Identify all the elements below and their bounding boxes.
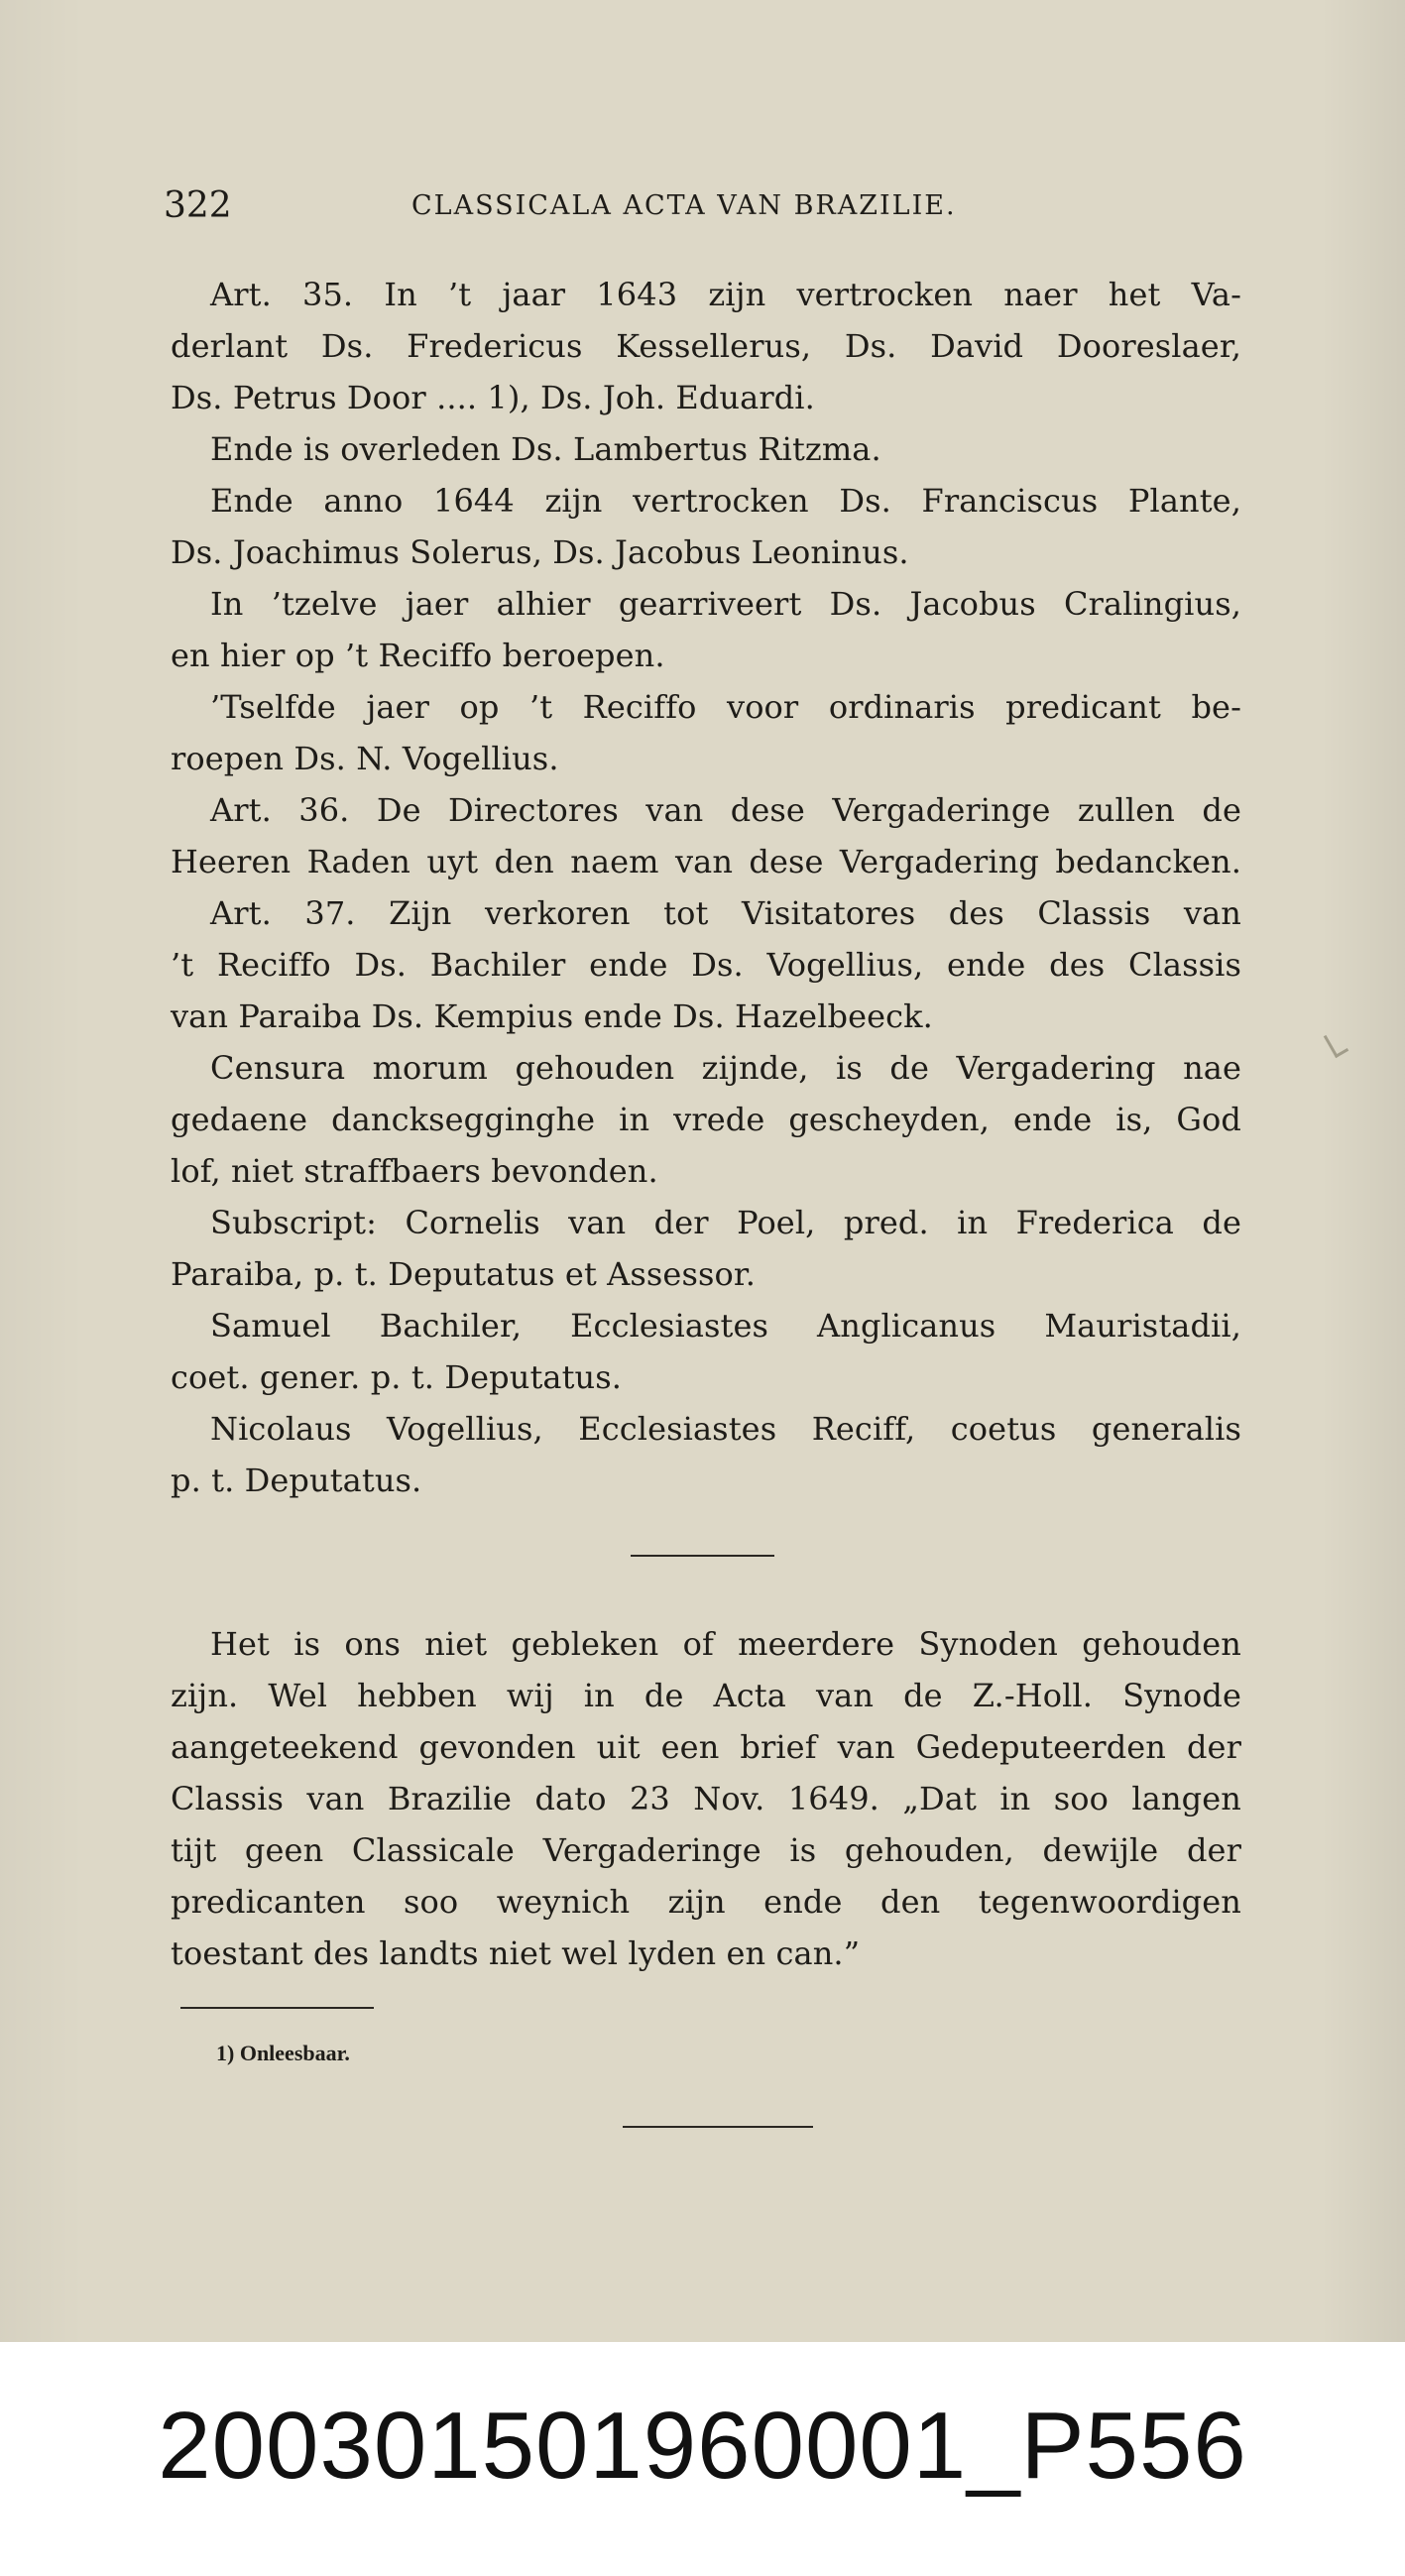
text-line: Samuel Bachiler, Ecclesiastes Anglicanus Mauristadii, (210, 1307, 1241, 1345)
text-line: Subscript: Cornelis van der Poel, pred. in Frederica de (210, 1204, 1241, 1241)
text-line: toestant des landts niet wel lyden en can.” (171, 1934, 861, 1972)
text-line: ’Tselfde jaer op ’t Reciffo voor ordinaris predicant be- (210, 688, 1241, 726)
text-line: van Paraiba Ds. Kempius ende Ds. Hazelbeeck. (171, 997, 933, 1035)
text-line: en hier op ’t Reciffo beroepen. (171, 637, 665, 674)
text-line: Paraiba, p. t. Deputatus et Assessor. (171, 1255, 757, 1293)
text-line: lof, niet straffbaers bevonden. (171, 1152, 658, 1190)
text-line: Censura morum gehouden zijnde, is de Vergadering nae (210, 1049, 1241, 1087)
text-line: derlant Ds. Fredericus Kessellerus, Ds. David Dooreslaer, (171, 327, 1241, 365)
text-line: Ende anno 1644 zijn vertrocken Ds. Franciscus Plante, (210, 482, 1241, 520)
text-line: p. t. Deputatus. (171, 1462, 422, 1499)
text-line: Art. 35. In ’t jaar 1643 zijn vertrocken naer het Va- (210, 276, 1241, 313)
scan-id-label: 20030150196000​1_P556 (158, 2393, 1247, 2499)
text-line: Ds. Petrus Door .... 1), Ds. Joh. Eduardi. (171, 379, 815, 416)
footnote: 1) Onleesbaar. (216, 2041, 350, 2065)
text-line: Het is ons niet gebleken of meerdere Synoden gehouden (210, 1625, 1241, 1663)
text-line: Classis van Brazilie dato 23 Nov. 1649. „Dat in soo langen (171, 1780, 1241, 1817)
section-divider (631, 1555, 774, 1557)
text-line: zijn. Wel hebben wij in de Acta van de Z.-Holl. Synode (171, 1677, 1241, 1714)
page-number: 322 (164, 185, 232, 226)
running-title: CLASSICALA ACTA VAN BRAZILIE. (411, 190, 957, 221)
footnote-rule (180, 2007, 374, 2009)
text-line: Art. 37. Zijn verkoren tot Visitatores des Classis van (210, 894, 1241, 932)
text-line: Nicolaus Vogellius, Ecclesiastes Reciff, coetus generalis (210, 1410, 1241, 1448)
scan-label-area (0, 2342, 1405, 2576)
text-line: roepen Ds. N. Vogellius. (171, 740, 559, 777)
text-line: Ds. Joachimus Solerus, Ds. Jacobus Leoninus. (171, 533, 909, 571)
text-line: In ’tzelve jaer alhier gearriveert Ds. Jacobus Cralingius, (210, 585, 1241, 623)
text-line: Heeren Raden uyt den naem van dese Vergadering bedancken. (171, 843, 1241, 880)
text-line: tijt geen Classicale Vergaderinge is gehouden, dewijle der (171, 1831, 1241, 1869)
page-end-rule (623, 2126, 813, 2128)
text-line: ’t Reciffo Ds. Bachiler ende Ds. Vogellius, ende des Classis (171, 946, 1241, 984)
text-line: Ende is overleden Ds. Lambertus Ritzma. (210, 430, 881, 468)
text-line: coet. gener. p. t. Deputatus. (171, 1358, 623, 1396)
text-line: aangeteekend gevonden uit een brief van Gedeputeerden der (171, 1728, 1241, 1766)
text-line: Art. 36. De Directores van dese Vergaderinge zullen de (210, 791, 1241, 829)
text-line: gedaene dancksegginghe in vrede gescheyden, ende is, God (171, 1101, 1241, 1138)
text-line: predicanten soo weynich zijn ende den tegenwoordigen (171, 1883, 1241, 1921)
